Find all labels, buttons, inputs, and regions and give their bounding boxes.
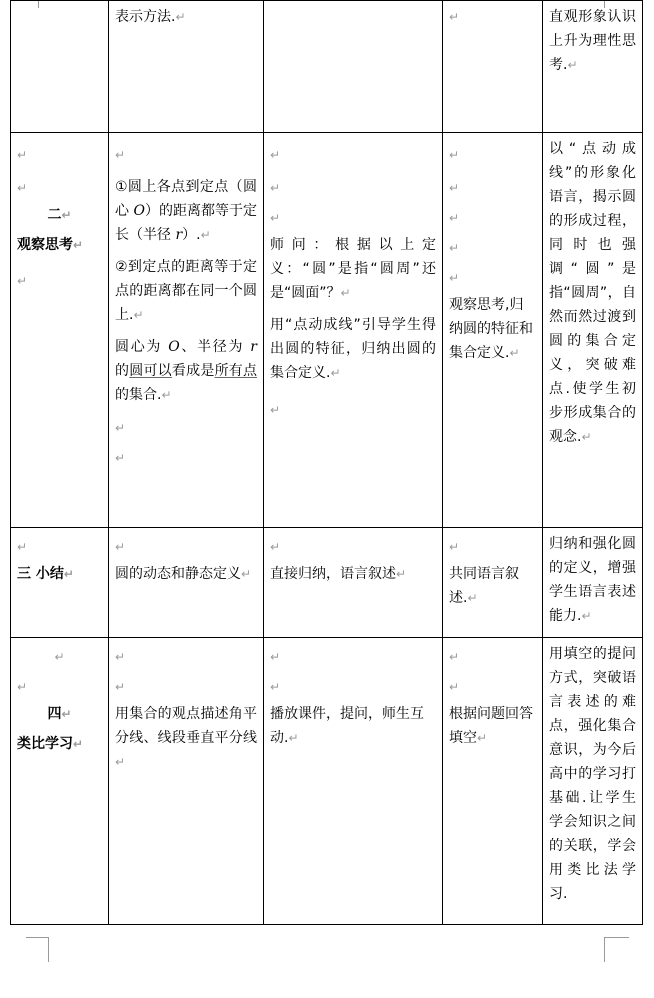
table-row — [11, 133, 643, 528]
content-cell: ↵ 圆的动态和静态定义↵ — [109, 528, 264, 638]
teacher-cell: ↵ ↵ 播放课件，提问，师生互动.↵ — [264, 638, 443, 925]
student-cell: ↵ ↵ 根据问题回答填空↵ — [443, 638, 543, 925]
student-cell: ↵ 共同语言叙述.↵ — [443, 528, 543, 638]
stage-cell — [11, 1, 109, 133]
intent-cell: 归纳和强化圆的定义，增强学生语言表述能力.↵ — [543, 528, 643, 638]
stage-number: 二 — [47, 207, 62, 223]
crop-mark-bottom-right — [604, 937, 629, 962]
stage-cell: ↵ ↵ 二↵ 观察思考↵ ↵ — [11, 133, 109, 528]
teacher-cell — [264, 1, 443, 133]
stage-title: 三 小结 — [17, 566, 64, 582]
intent-cell: 用填空的提问方式，突破语言表述的难点，强化集合意识，为今后高中的学习打基础.让学生学会知识之间的关联，学会用类比法学习. — [543, 638, 643, 925]
table-row — [11, 638, 643, 925]
intent-cell: 直观形象认识上升为理性思考.↵ — [543, 1, 643, 133]
crop-mark-bottom-left — [26, 937, 49, 962]
table-row — [11, 1, 643, 133]
teacher-cell: ↵ ↵ ↵ 师问：根据以上定义：“圆”是指“圆周”还是“圆面”？↵ 用“点动成线”引导学生得出圆的特征，归纳出圆的集合定义.↵ ↵ — [264, 133, 443, 528]
content-cell: ↵ ①圆上各点到定点（圆心 O）的距离都等于定长（半径 r）.↵ ②到定点的距离等于定点的距离都在同一个圆上.↵ 圆心为 O、半径为 r 的圆可以看成是所有点的集合.↵ ↵ ↵ — [109, 133, 264, 528]
stage-title: 类比学习 — [17, 736, 73, 752]
intent-cell: 以“点动成线”的形象化语言，揭示圆的形成过程，同时也强调“圆”是指“圆周”，自然而然过渡到圆的集合定义，突破难点.使学生初步形成集合的观念.↵ — [543, 133, 643, 528]
stage-number: 四 — [47, 706, 62, 722]
student-cell: ↵ ↵ ↵ ↵ ↵ 观察思考,归纳圆的特征和集合定义.↵ — [443, 133, 543, 528]
lesson-plan-table — [10, 0, 643, 925]
stage-cell: ↵ ↵ 四↵ 类比学习↵ — [11, 638, 109, 925]
table-row — [11, 528, 643, 638]
stage-title: 观察思考 — [17, 237, 73, 253]
stage-cell: ↵ 三 小结↵ — [11, 528, 109, 638]
student-cell: ↵ — [443, 1, 543, 133]
content-cell: 表示方法.↵ — [109, 1, 264, 133]
teacher-cell: ↵ 直接归纳，语言叙述↵ — [264, 528, 443, 638]
content-cell: ↵ ↵ 用集合的观点描述角平分线、线段垂直平分线↵ — [109, 638, 264, 925]
